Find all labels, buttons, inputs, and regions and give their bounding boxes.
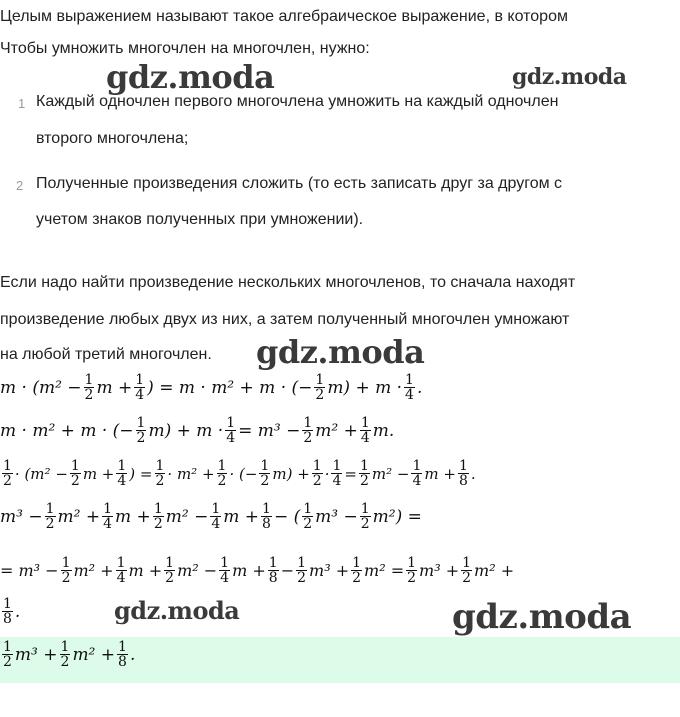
watermark-logo: gdz.moda (256, 333, 425, 371)
step-number: 1 (18, 96, 26, 111)
watermark-logo: gdz.moda (106, 58, 275, 96)
step-1-text: Каждый одночлен первого многочлена умножить на каждый одночлен (36, 93, 559, 110)
step-2-text: Полученные произведения сложить (то есть записать друг за другом с (36, 175, 563, 192)
watermark-logo: gdz.moda (452, 597, 632, 637)
answer-equation: $\frac{1}{2}$ m³ + $\frac{1}{2}$ m² + $\frac{1}{8}$ . (3, 639, 136, 670)
equation-row-4: m³ − $\frac{1}{2}$ m² + $\frac{1}{4}$ m + $\frac{1}{2}$ m² − $\frac{1}{4}$ m + $\frac{1}{8}$ − ( $\frac{1}{2}$ m³ − $\frac{1}{2}$ m²) = (0, 501, 422, 532)
rule-heading: Чтобы умножить многочлен на многочлен, нужно: (0, 40, 370, 57)
equation-row-3: $\frac{1}{2}$ · (m² − $\frac{1}{2}$ m + $\frac{1}{4}$ ) = $\frac{1}{2}$ · m² + $\frac{1}{2}$ · (− $\frac{1}{2}$ m) + $\frac{1}{2}$ · $\frac{1}{4}$ = $\frac{1}{2}$ m² − $\frac{1}{4}$ m + $\frac{1}{8}$ . (3, 458, 476, 489)
step-number: 2 (16, 178, 24, 193)
paragraph-line: на любой третий многочлен. (0, 346, 212, 363)
step-1-text-cont: второго многочлена; (36, 130, 189, 147)
step-2-text-cont: учетом знаков полученных при умножении). (36, 211, 364, 228)
paragraph-line: произведение любых двух из них, а затем полученный многочлен умножают (0, 311, 570, 328)
intro-line-cropped: Целым выражением называют такое алгебраическое выражение, в котором (0, 8, 568, 25)
paragraph-line: Если надо найти произведение нескольких многочленов, то сначала находят (0, 274, 576, 291)
watermark-logo: gdz.moda (114, 596, 240, 625)
equation-row-5: = m³ − $\frac{1}{2}$ m² + $\frac{1}{4}$ m + $\frac{1}{2}$ m² − $\frac{1}{4}$ m + $\frac{1}{8}$ − $\frac{1}{2}$ m³ + $\frac{1}{2}$ m² = $\frac{1}{2}$ m³ + $\frac{1}{2}$ m² + (0, 555, 515, 586)
equation-row-1: m · (m² − $\frac{1}{2}$ m + $\frac{1}{4}$ ) = m · m² + m · (− $\frac{1}{2}$ m) + m · $\frac{1}{4}$ . (0, 372, 423, 403)
equation-row-6: $\frac{1}{8}$ . (3, 596, 21, 627)
equation-row-2: m · m² + m · (− $\frac{1}{2}$ m) + m · $\frac{1}{4}$ = m³ − $\frac{1}{2}$ m² + $\frac{1}{4}$ m. (0, 415, 395, 446)
watermark-logo: gdz.moda (512, 64, 627, 90)
